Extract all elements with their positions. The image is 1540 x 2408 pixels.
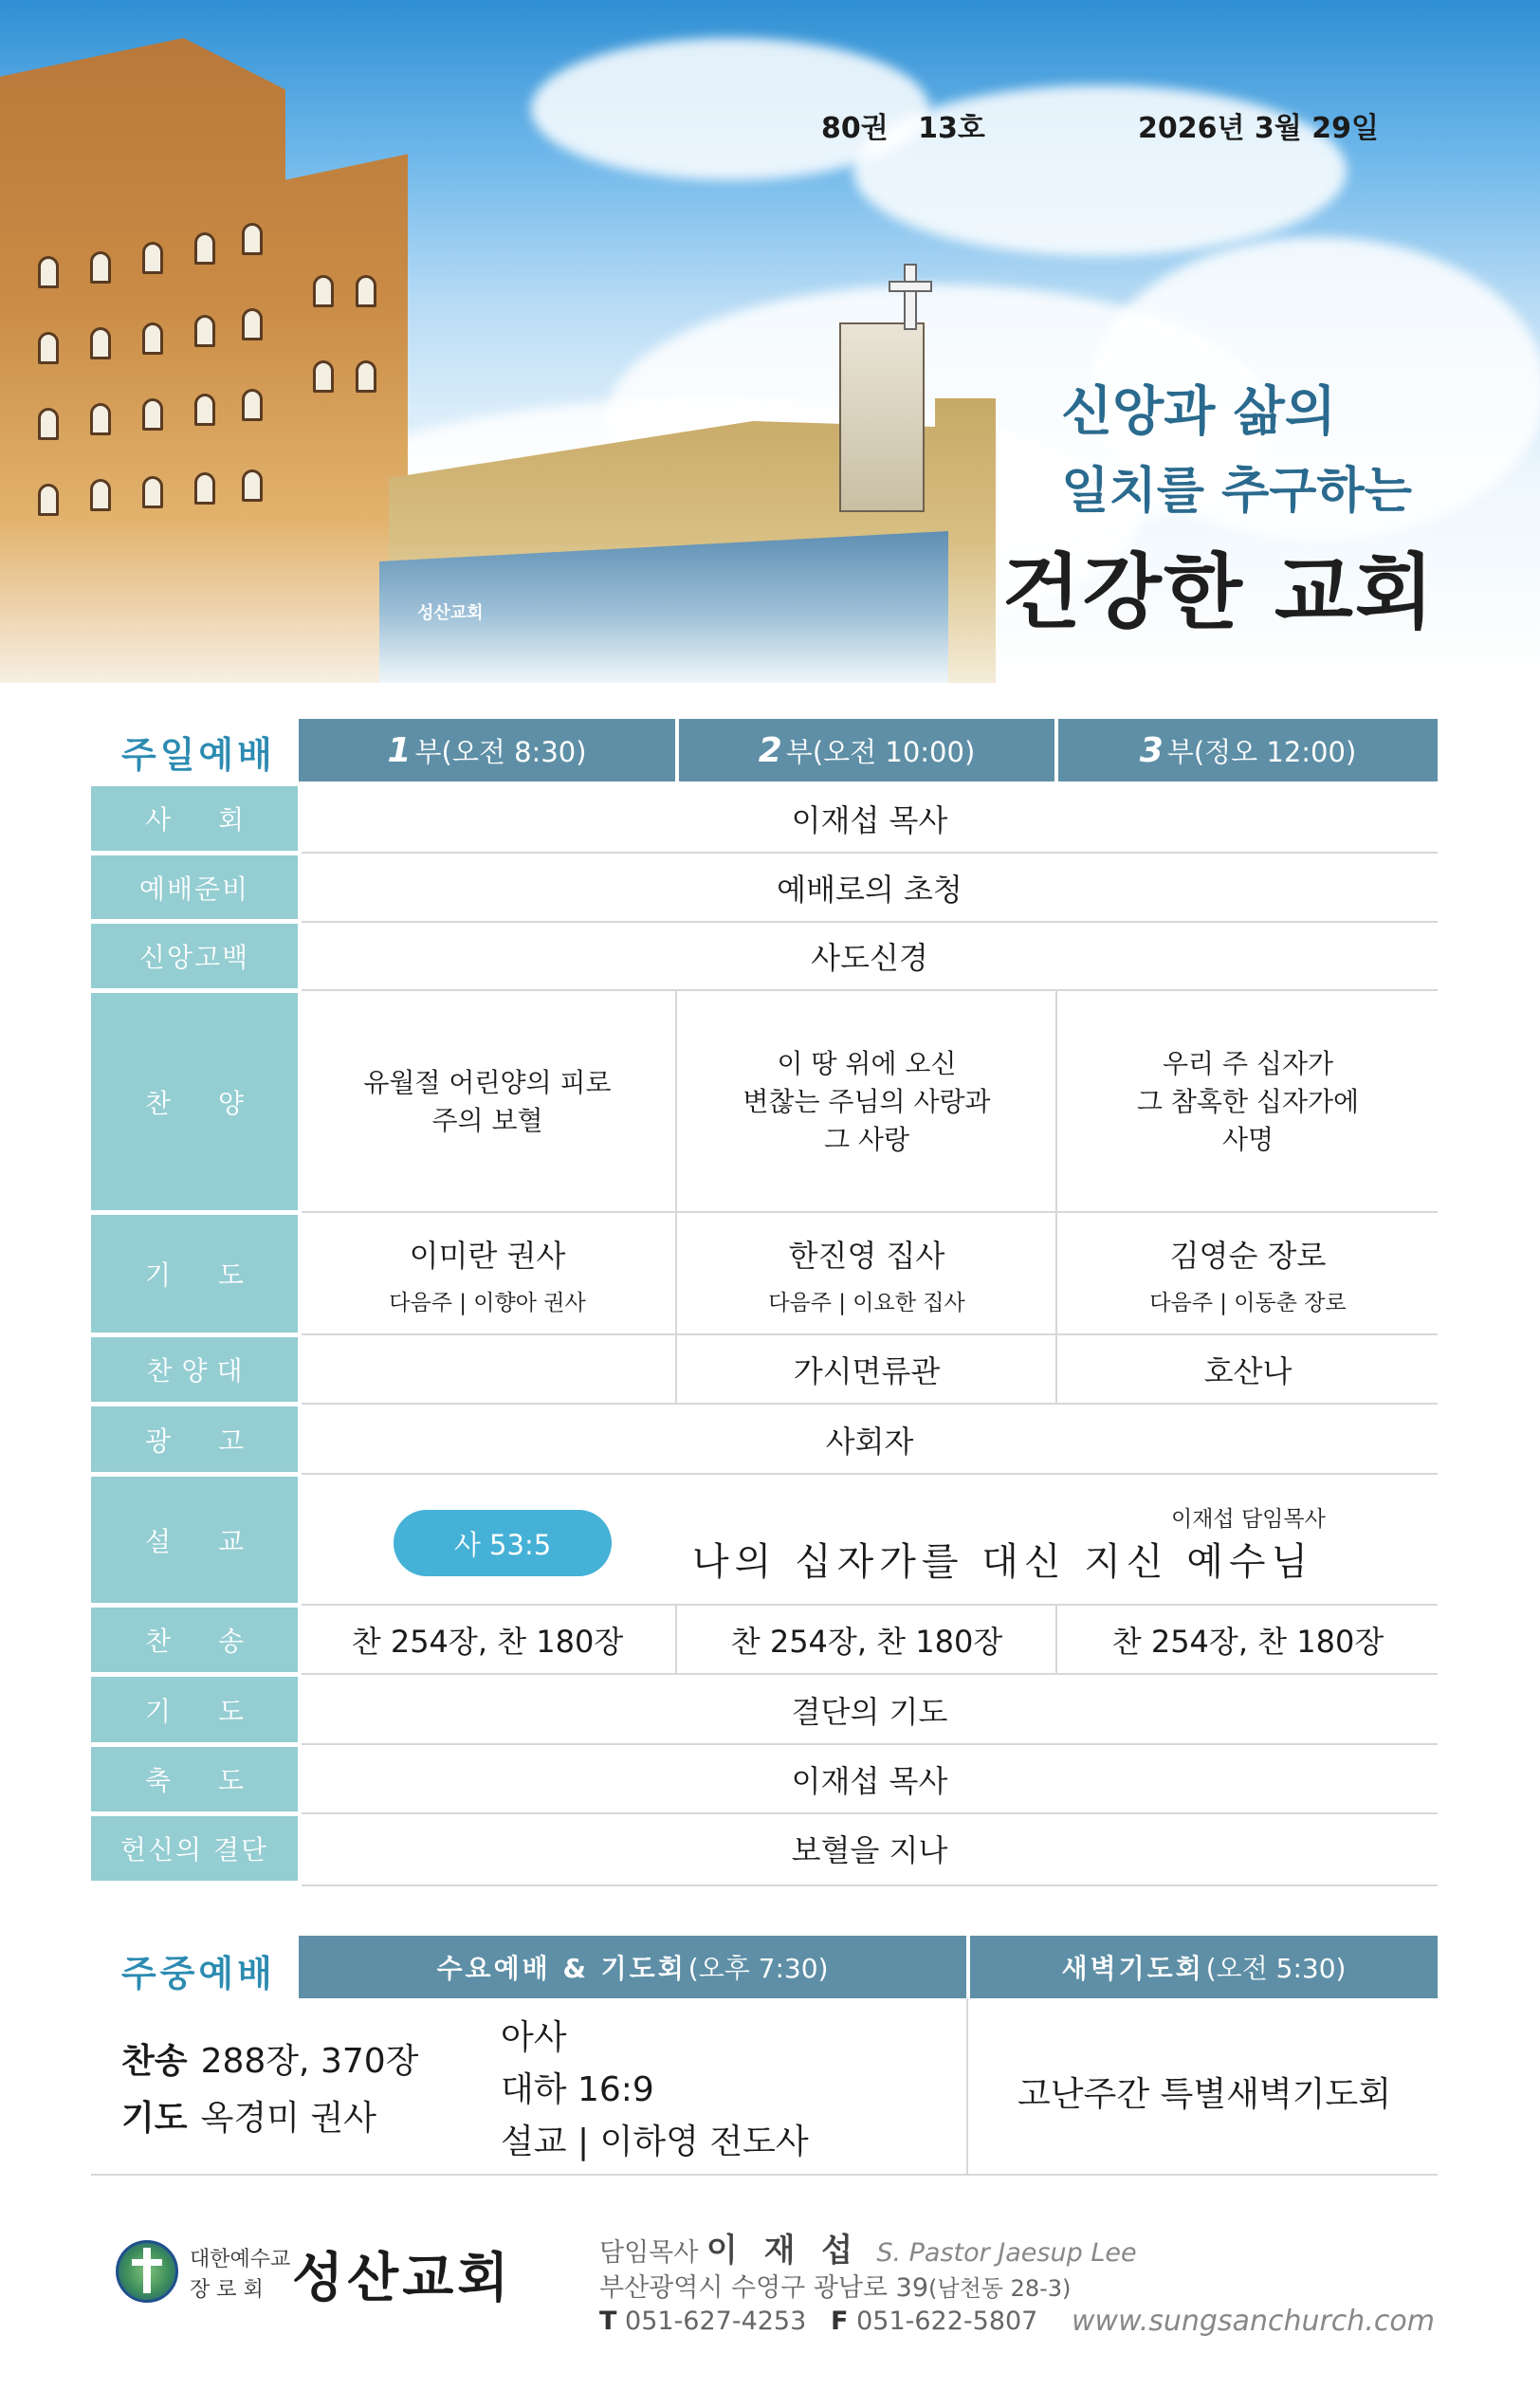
contact-line: T 051-627-4253 F 051-622-5807 <box>599 2307 1038 2336</box>
choir-service-1 <box>302 1337 673 1402</box>
church-building-illustration <box>0 38 408 683</box>
choir-service-3: 호산나 <box>1203 1353 1292 1389</box>
label-benediction: 축도 <box>91 1747 298 1811</box>
hero-banner <box>0 0 1540 683</box>
label-presider: 사회 <box>91 786 298 851</box>
praise-service-3: 우리 주 십자가 그 참혹한 십자가에 사명 <box>1136 1047 1360 1155</box>
sermon-title: 나의 십자가를 대신 지신 예수님 <box>692 1540 1314 1584</box>
hymn-service-3: 찬 254장, 찬 180장 <box>1111 1624 1384 1660</box>
wednesday-hymn: 찬송 288장, 370장 <box>121 2042 419 2081</box>
wednesday-sermon-title: 아사 <box>501 2018 567 2057</box>
slogan-line-3: 건강한 교회 <box>1001 544 1436 640</box>
label-prayer: 기도 <box>91 1215 298 1333</box>
issue-number: 13호 <box>918 112 985 145</box>
creed-value: 사도신경 <box>811 940 928 976</box>
label-notices: 광고 <box>91 1406 298 1472</box>
label-closing-prayer: 기도 <box>91 1677 298 1742</box>
pastor-line: 담임목사 이 재 섭 S. Pastor Jaesup Lee <box>599 2232 1137 2270</box>
prayer-service-3: 김영순 장로 다음주 | 이동춘 장로 <box>1149 1237 1347 1315</box>
label-hymn: 찬송 <box>91 1608 298 1672</box>
slogan-line-1: 신앙과 삶의 <box>1061 380 1336 443</box>
address-line: 부산광역시 수영구 광남로 39(남천동 28-3) <box>599 2273 1072 2303</box>
hymn-service-1: 찬 254장, 찬 180장 <box>351 1624 624 1660</box>
closing-prayer-value: 결단의 기도 <box>791 1693 948 1730</box>
praise-service-1: 유월절 어린양의 피로 주의 보혈 <box>363 1066 612 1136</box>
wednesday-header: 수요예배 & 기도회 (오후 7:30) <box>299 1936 966 1998</box>
bell-tower <box>839 322 925 512</box>
prep-value: 예배로의 초청 <box>777 871 962 908</box>
dawn-prayer-value: 고난주간 특별새벽기도회 <box>1018 2075 1391 2114</box>
issue-date: 2026년 3월 29일 <box>1138 112 1379 145</box>
dawn-prayer-header: 새벽기도회 (오전 5:30) <box>970 1936 1438 1998</box>
sermon-scripture-badge: 사 53:5 <box>394 1510 612 1576</box>
sermon-preacher: 이재섭 담임목사 <box>1171 1507 1326 1532</box>
church-logo: 성산교회 <box>292 2247 513 2309</box>
cross-icon <box>904 264 917 330</box>
label-sermon: 설교 <box>91 1477 298 1603</box>
prayer-service-2: 한진영 집사 다음주 | 이요한 집사 <box>768 1237 965 1315</box>
choir-service-2: 가시면류관 <box>793 1353 941 1389</box>
sunday-worship-title: 주일예배 <box>121 734 276 776</box>
label-dedication: 헌신의 결단 <box>91 1816 298 1881</box>
label-praise: 찬양 <box>91 993 298 1210</box>
denomination-line-2: 장 로 회 <box>190 2278 264 2302</box>
dedication-value: 보혈을 지나 <box>791 1832 948 1868</box>
denomination-line-1: 대한예수교 <box>190 2248 291 2271</box>
service-header-1: 1 부 (오전 8:30) <box>299 719 675 781</box>
issue-volume: 80권 <box>821 112 889 145</box>
slogan-line-2: 일치를 추구하는 <box>1061 462 1412 520</box>
presider-value: 이재섭 목사 <box>791 802 948 838</box>
prayer-service-1: 이미란 권사 다음주 | 이향아 권사 <box>389 1237 586 1315</box>
label-creed: 신앙고백 <box>91 924 298 988</box>
praise-service-2: 이 땅 위에 오신 변찮는 주님의 사랑과 그 사랑 <box>742 1047 991 1155</box>
website-link[interactable]: www.sungsanchurch.com <box>1072 2305 1435 2338</box>
label-choir: 찬양대 <box>91 1337 298 1402</box>
building-sign: 성산교회 <box>417 603 484 623</box>
wednesday-prayer: 기도 옥경미 권사 <box>121 2099 376 2138</box>
benediction-value: 이재섭 목사 <box>791 1763 948 1799</box>
service-header-3: 3 부 (정오 12:00) <box>1058 719 1438 781</box>
notices-value: 사회자 <box>825 1423 914 1460</box>
service-header-2: 2 부 (오전 10:00) <box>679 719 1054 781</box>
wednesday-scripture: 대하 16:9 <box>501 2070 654 2109</box>
hymn-service-2: 찬 254장, 찬 180장 <box>730 1624 1003 1660</box>
label-prep: 예배준비 <box>91 855 298 919</box>
weekday-worship-title: 주중예배 <box>121 1953 276 1994</box>
wednesday-preacher: 설교 | 이하영 전도사 <box>501 2123 809 2161</box>
